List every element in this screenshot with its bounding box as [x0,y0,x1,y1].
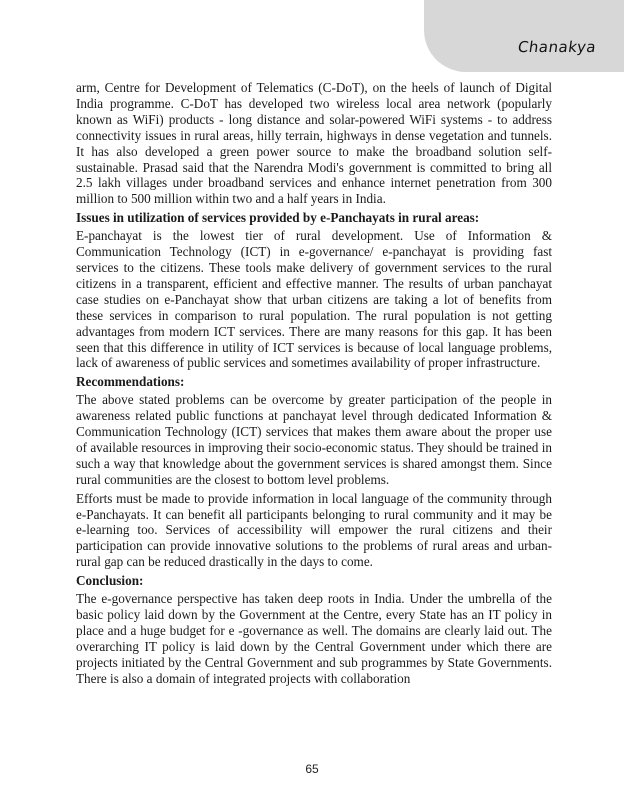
recommendations-heading: Recommendations: [76,374,185,390]
conclusion-paragraph: The e-governance perspective has taken deep roots in India. Under the umbrella of the basic policy laid down by the Government at the Centre, every State has an IT policy in place and a huge budget for e -governance as well. The domains are clearly laid out. The overarching IT policy is laid down by the Central Government under which there are projects initiated by the Central Government and sub programmes by State Governments. There is also a domain of integrated projects with collaboration [76,591,552,686]
conclusion-heading: Conclusion: [76,573,144,589]
issues-heading: Issues in utilization of services provided by e-Panchayats in rural areas: [76,210,480,226]
page-number: 65 [305,762,319,776]
recommendations-paragraph-1: The above stated problems can be overcome by greater participation of the people in awareness related public functions at panchayat level through dedicated Information & Communication Technology (ICT) services that makes them aware about the proper use of available resources in improving their socio-economic status. They should be trained in such a way that knowledge about the government services is shared amongst them. Since rural communities are the closest to bottom level problems. [76,392,552,487]
recommendations-paragraph-2: Efforts must be made to provide information in local language of the community through e-Panchayats. It can benefit all participants belonging to rural community and it may be e-learning too. Services of accessibility will empower the rural citizens and their participation can provide innovative solutions to the problems of rural areas and urban-rural gap can be reduced drastically in the days to come. [76,490,552,570]
intro-paragraph: arm, Centre for Development of Telematics (C-DoT), on the heels of launch of Digital India programme. C-DoT has developed two wireless local area network (popularly known as WiFi) products - long distance and solar-powered WiFi systems - to address connectivity issues in rural areas, hilly terrain, highways in dense vegetation and tunnels. It has also developed a green power source to make the broadband solution self-sustainable. Prasad said that the Narendra Modi's government is committed to bring all 2.5 lakh villages under broadband services and enhance internet penetration from 300 million to 500 million within two and a half years in India. [76,80,552,207]
header-tab [424,0,624,72]
page-body [76,80,552,690]
issues-paragraph: E-panchayat is the lowest tier of rural development. Use of Information & Communication Technology (ICT) in e-governance/ e-panchayat is providing fast services to the citizens. These tools make delivery of government services to the rural citizens in a transparent, efficient and effective manner. The results of urban panchayat case studies on e-Panchayat show that urban citizens are taking a lot of benefits from these services in comparison to rural population. The rural population is not getting advantages from modern ICT services. There are many reasons for this gap. It has been seen that this difference in utility of ICT services is because of local language problems, lack of awareness of public services and sometimes availability of proper infrastructure. [76,228,552,371]
brand-logo: Chanakya [516,38,598,56]
